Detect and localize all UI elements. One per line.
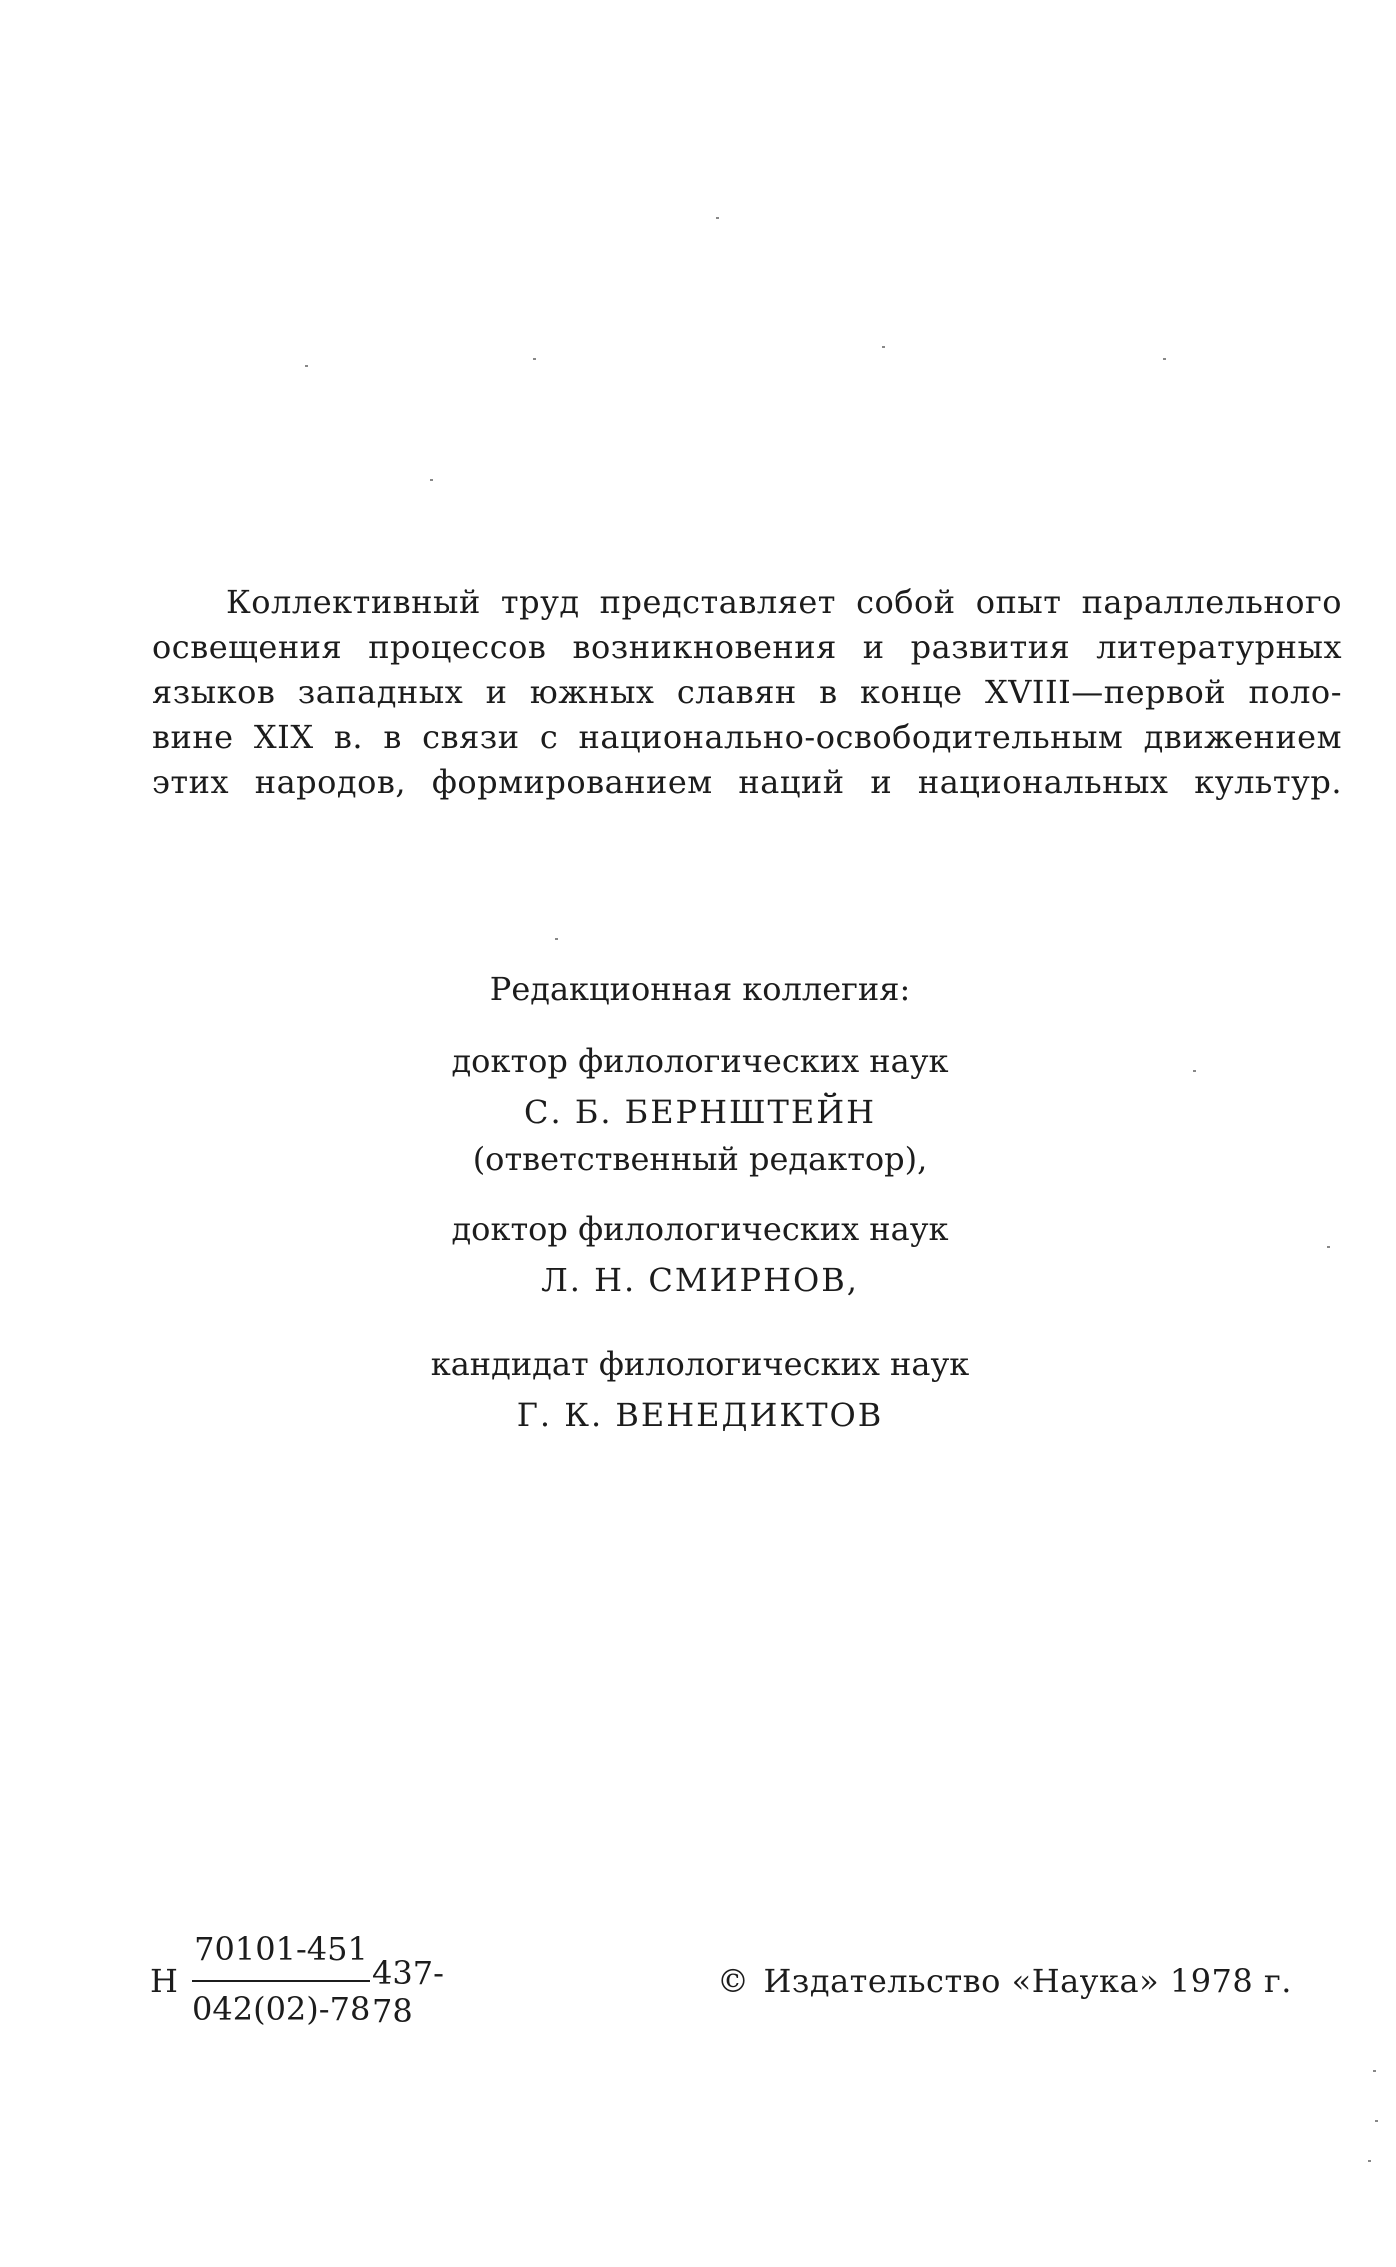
scan-speck [305,365,308,367]
scan-speck [716,217,719,219]
abstract-line: языков западных и южных славян в конце XVIII—первой поло- [152,673,1342,711]
scan-speck [1193,1070,1196,1072]
copyright-icon: © [717,1962,750,2000]
scan-speck [1375,2120,1378,2122]
abstract-line: освещения процессов возникновения и развития литературных [152,628,1342,666]
abstract-line: вине XIX в. в связи с национально-освободительным движением [152,718,1342,756]
code-letter: Н [150,1962,178,2000]
code-numerator: 70101-451 [194,1930,368,1968]
scan-speck [1373,2070,1376,2072]
scan-speck [1327,1246,1330,1248]
member-title: кандидат филологических наук [430,1345,970,1383]
scan-speck [555,938,558,940]
abstract-line: этих народов, формированием наций и национальных культур. [152,763,1342,801]
member-title: доктор филологических наук [451,1042,949,1080]
fraction-bar [192,1980,370,1982]
scan-speck [430,479,433,481]
scan-speck [1163,358,1166,360]
imprint-footer [150,1920,1360,2030]
code-denominator: 042(02)-78 [192,1990,371,2028]
abstract-line: Коллективный труд представляет собой опыт параллельного [226,583,1342,621]
code-suffix: 437-78 [372,1954,444,2030]
scan-speck [1368,2160,1371,2162]
member-note: (ответственный редактор), [472,1140,928,1178]
scan-speck [882,346,885,348]
member-name: Г. К. ВЕНЕДИКТОВ [516,1396,884,1434]
copyright-notice [717,1962,1292,2000]
abstract [152,580,1342,805]
member-title: доктор филологических наук [451,1210,949,1248]
member-name: С. Б. БЕРНШТЕЙН [523,1093,877,1131]
scan-speck [533,358,536,360]
editorial-board-heading: Редакционная коллегия: [489,970,911,1008]
copyright-text: Издательство «Наука» 1978 г. [763,1962,1292,2000]
member-name: Л. Н. СМИРНОВ, [541,1261,859,1299]
